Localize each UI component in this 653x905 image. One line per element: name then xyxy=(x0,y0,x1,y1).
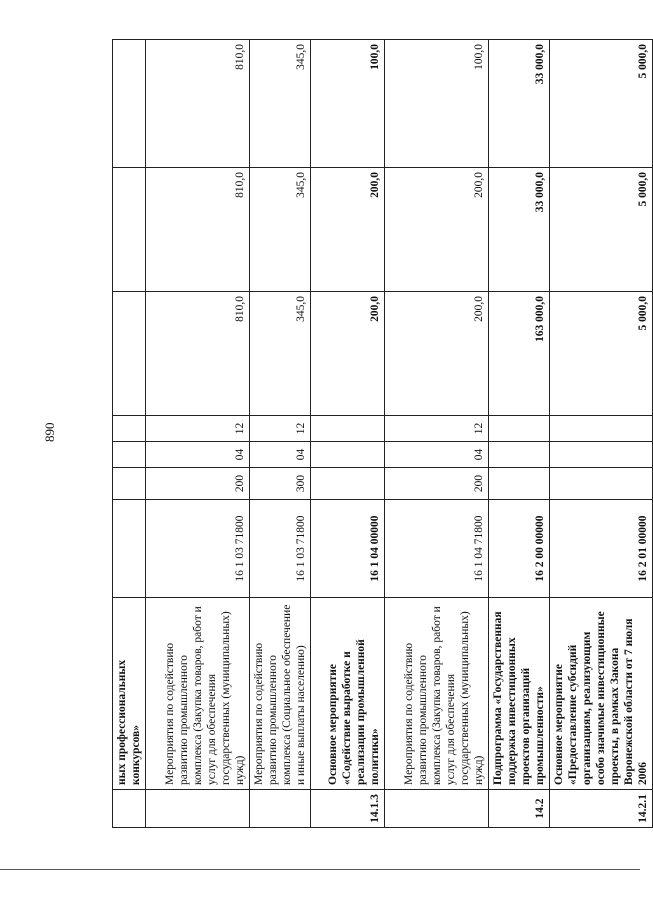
table-row xyxy=(311,40,385,828)
page-number: 890 xyxy=(42,422,57,442)
row-name-cell: Подпрограмма «Государственная поддержка инвестиционных проектов организаций промышленности» xyxy=(489,598,550,790)
row-value-1-cell: 345,0 xyxy=(250,292,311,416)
row-rz-cell xyxy=(113,442,146,468)
table-row xyxy=(250,40,311,828)
row-value-3-cell: 33 000,0 xyxy=(489,40,550,168)
row-rz-cell: 04 xyxy=(250,442,311,468)
row-rz-cell: 04 xyxy=(385,442,489,468)
row-number-cell xyxy=(113,790,146,828)
row-name-cell: Мероприятия по содействию развитию промышленного комплекса (Закупка товаров, работ и услуг для обеспечения государственных (муниципальных) нужд) xyxy=(385,598,489,790)
row-value-3-cell: 5 000,0 xyxy=(550,40,653,168)
row-value-1-cell xyxy=(113,292,146,416)
row-code-cell: 16 2 00 00000 xyxy=(489,500,550,598)
row-rz-cell xyxy=(489,442,550,468)
table-row xyxy=(113,40,146,828)
row-pr-cell xyxy=(550,416,653,442)
row-value-1-cell: 5 000,0 xyxy=(550,292,653,416)
row-ved-cell: 200 xyxy=(146,468,250,500)
row-value-1-cell: 163 000,0 xyxy=(489,292,550,416)
row-number-cell xyxy=(385,790,489,828)
row-ved-cell: 200 xyxy=(385,468,489,500)
row-name-cell: Мероприятия по содействию развитию промышленного комплекса (Закупка товаров, работ и услуг для обеспечения государственных (муниципальных) нужд) xyxy=(146,598,250,790)
row-pr-cell: 12 xyxy=(385,416,489,442)
row-pr-cell xyxy=(311,416,385,442)
table-row xyxy=(146,40,250,828)
row-code-cell: 16 1 03 71800 xyxy=(250,500,311,598)
row-value-3-cell: 345,0 xyxy=(250,40,311,168)
table-row xyxy=(550,40,653,828)
row-code-cell: 16 1 04 71800 xyxy=(385,500,489,598)
row-value-1-cell: 200,0 xyxy=(385,292,489,416)
row-value-3-cell: 100,0 xyxy=(385,40,489,168)
row-code-cell xyxy=(113,500,146,598)
table-row xyxy=(385,40,489,828)
row-ved-cell: 300 xyxy=(250,468,311,500)
budget-table-rotated xyxy=(112,44,650,828)
row-name-cell: Основное мероприятие «Содействие выработке и реализации промышленной политики» xyxy=(311,598,385,790)
row-name-cell: Основное мероприятие «Предоставление субсидий организациям, реализующим особо значимые инвестиционные проекты, в рамках Закона Воронежской области от 7 июля 2006 xyxy=(550,598,653,790)
footer-rule xyxy=(0,869,640,870)
row-value-1-cell: 200,0 xyxy=(311,292,385,416)
row-pr-cell xyxy=(113,416,146,442)
row-value-2-cell: 200,0 xyxy=(385,168,489,292)
row-name-cell: ных профессиональных конкурсов» xyxy=(113,598,146,790)
budget-table xyxy=(112,39,653,828)
row-code-cell: 16 1 03 71800 xyxy=(146,500,250,598)
row-value-2-cell: 33 000,0 xyxy=(489,168,550,292)
row-rz-cell: 04 xyxy=(146,442,250,468)
row-value-2-cell xyxy=(113,168,146,292)
row-value-2-cell: 810,0 xyxy=(146,168,250,292)
row-value-2-cell: 345,0 xyxy=(250,168,311,292)
row-number-cell: 14.2 xyxy=(489,790,550,828)
row-pr-cell xyxy=(489,416,550,442)
row-value-3-cell xyxy=(113,40,146,168)
table-row xyxy=(489,40,550,828)
row-number-cell: 14.1.3 xyxy=(311,790,385,828)
row-value-2-cell: 5 000,0 xyxy=(550,168,653,292)
row-value-1-cell: 810,0 xyxy=(146,292,250,416)
row-value-2-cell: 200,0 xyxy=(311,168,385,292)
row-code-cell: 16 1 04 00000 xyxy=(311,500,385,598)
row-value-3-cell: 100,0 xyxy=(311,40,385,168)
row-number-cell xyxy=(146,790,250,828)
row-ved-cell xyxy=(113,468,146,500)
row-ved-cell xyxy=(489,468,550,500)
row-rz-cell xyxy=(311,442,385,468)
row-number-cell: 14.2.1 xyxy=(550,790,653,828)
row-code-cell: 16 2 01 00000 xyxy=(550,500,653,598)
row-ved-cell xyxy=(311,468,385,500)
row-name-cell: Мероприятия по содействию развитию промышленного комплекса (Социальное обеспечение и иные выплаты населению) xyxy=(250,598,311,790)
row-ved-cell xyxy=(550,468,653,500)
row-pr-cell: 12 xyxy=(250,416,311,442)
row-rz-cell xyxy=(550,442,653,468)
row-pr-cell: 12 xyxy=(146,416,250,442)
row-number-cell xyxy=(250,790,311,828)
row-value-3-cell: 810,0 xyxy=(146,40,250,168)
